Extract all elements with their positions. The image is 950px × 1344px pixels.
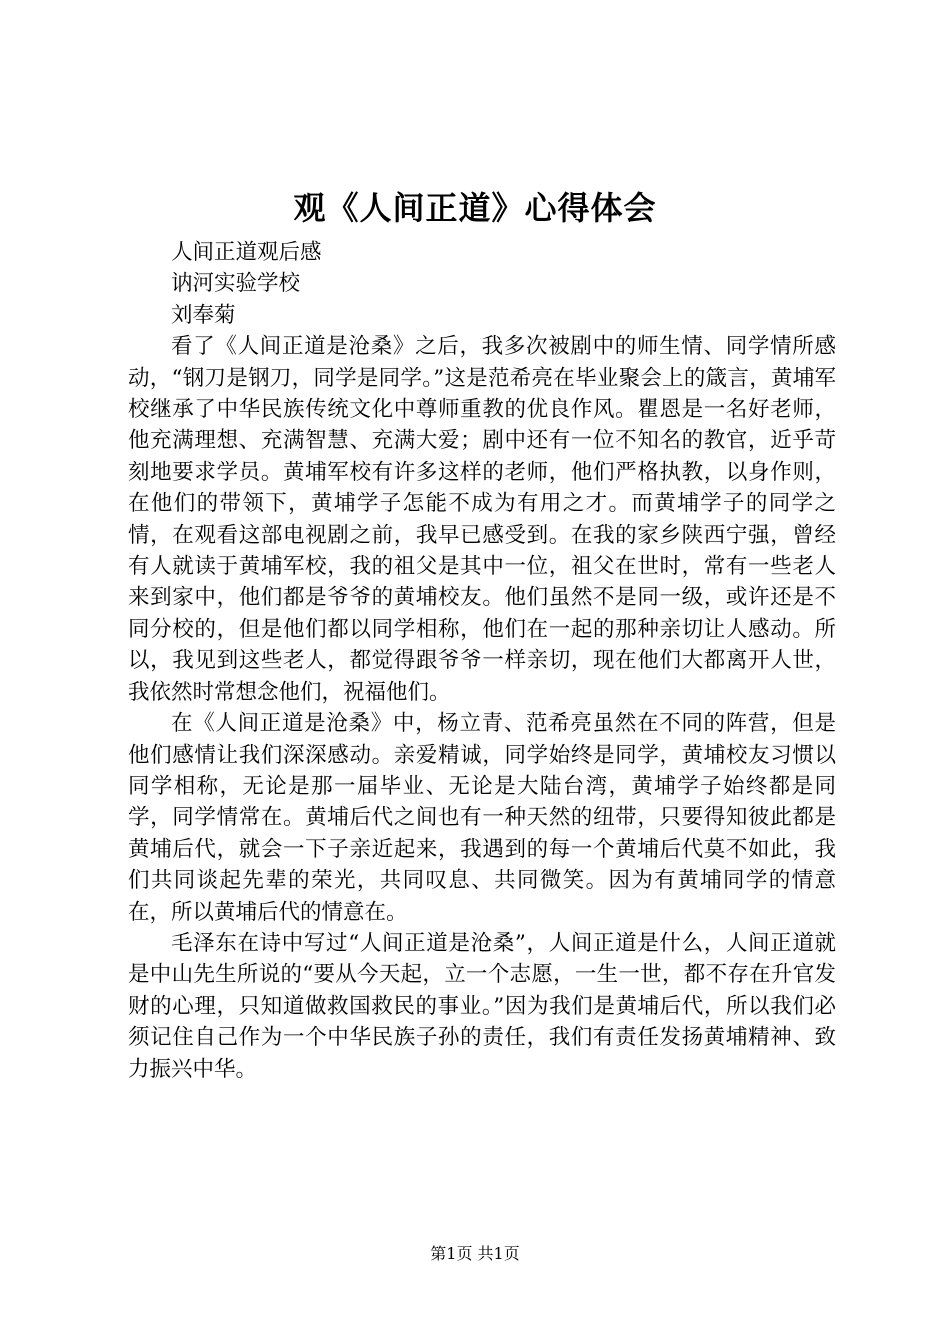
page-footer: 第1页 共1页 — [430, 1244, 520, 1263]
body-paragraph: 毛泽东在诗中写过“人间正道是沧桑”，人间正道是什么，人间正道就是中山先生所说的“要从今天起，立一个志愿，一生一世，都不存在升官发财的心理，只知道做救国救民的事业。”因为我们是黄埔后代，所以我们必须记住自己作为一个中华民族子孙的责任，我们有责任发扬黄埔精神、致力振兴中华。 — [128, 930, 836, 1082]
document-body — [128, 237, 836, 1085]
document-title: 观《人间正道》心得体会 — [293, 189, 657, 227]
author-name: 刘奉菊 — [171, 302, 236, 328]
school-name: 讷河实验学校 — [171, 271, 301, 297]
body-paragraph: 在《人间正道是沧桑》中，杨立青、范希亮虽然在不同的阵营，但是他们感情让我们深深感动。亲爱精诚，同学始终是同学，黄埔校友习惯以同学相称，无论是那一届毕业、无论是大陆台湾，黄埔学子始终都是同学，同学情常在。黄埔后代之间也有一种天然的纽带，只要得知彼此都是黄埔后代，就会一下子亲近起来，我遇到的每一个黄埔后代莫不如此，我们共同谈起先辈的荣光，共同叹息、共同微笑。因为有黄埔同学的情意在，所以黄埔后代的情意在。 — [128, 711, 836, 925]
body-paragraph: 看了《人间正道是沧桑》之后，我多次被剧中的师生情、同学情所感动，“钢刀是钢刀，同学是同学。”这是范希亮在毕业聚会上的箴言，黄埔军校继承了中华民族传统文化中尊师重教的优良作风。瞿恩是一名好老师，他充满理想、充满智慧、充满大爱；剧中还有一位不知名的教官，近乎苛刻地要求学员。黄埔军校有许多这样的老师，他们严格执教，以身作则，在他们的带领下，黄埔学子怎能不成为有用之才。而黄埔学子的同学之情，在观看这部电视剧之前，我早已感受到。在我的家乡陕西宁强，曾经有人就读于黄埔军校，我的祖父是其中一位，祖父在世时，常有一些老人来到家中，他们都是爷爷的黄埔校友。他们虽然不是同一级，或许还是不同分校的，但是他们都以同学相称，他们在一起的那种亲切让人感动。所以，我见到这些老人，都觉得跟爷爷一样亲切，现在他们大都离开人世，我依然时常想念他们，祝福他们。 — [128, 334, 836, 705]
subtitle: 人间正道观后感 — [171, 240, 322, 265]
